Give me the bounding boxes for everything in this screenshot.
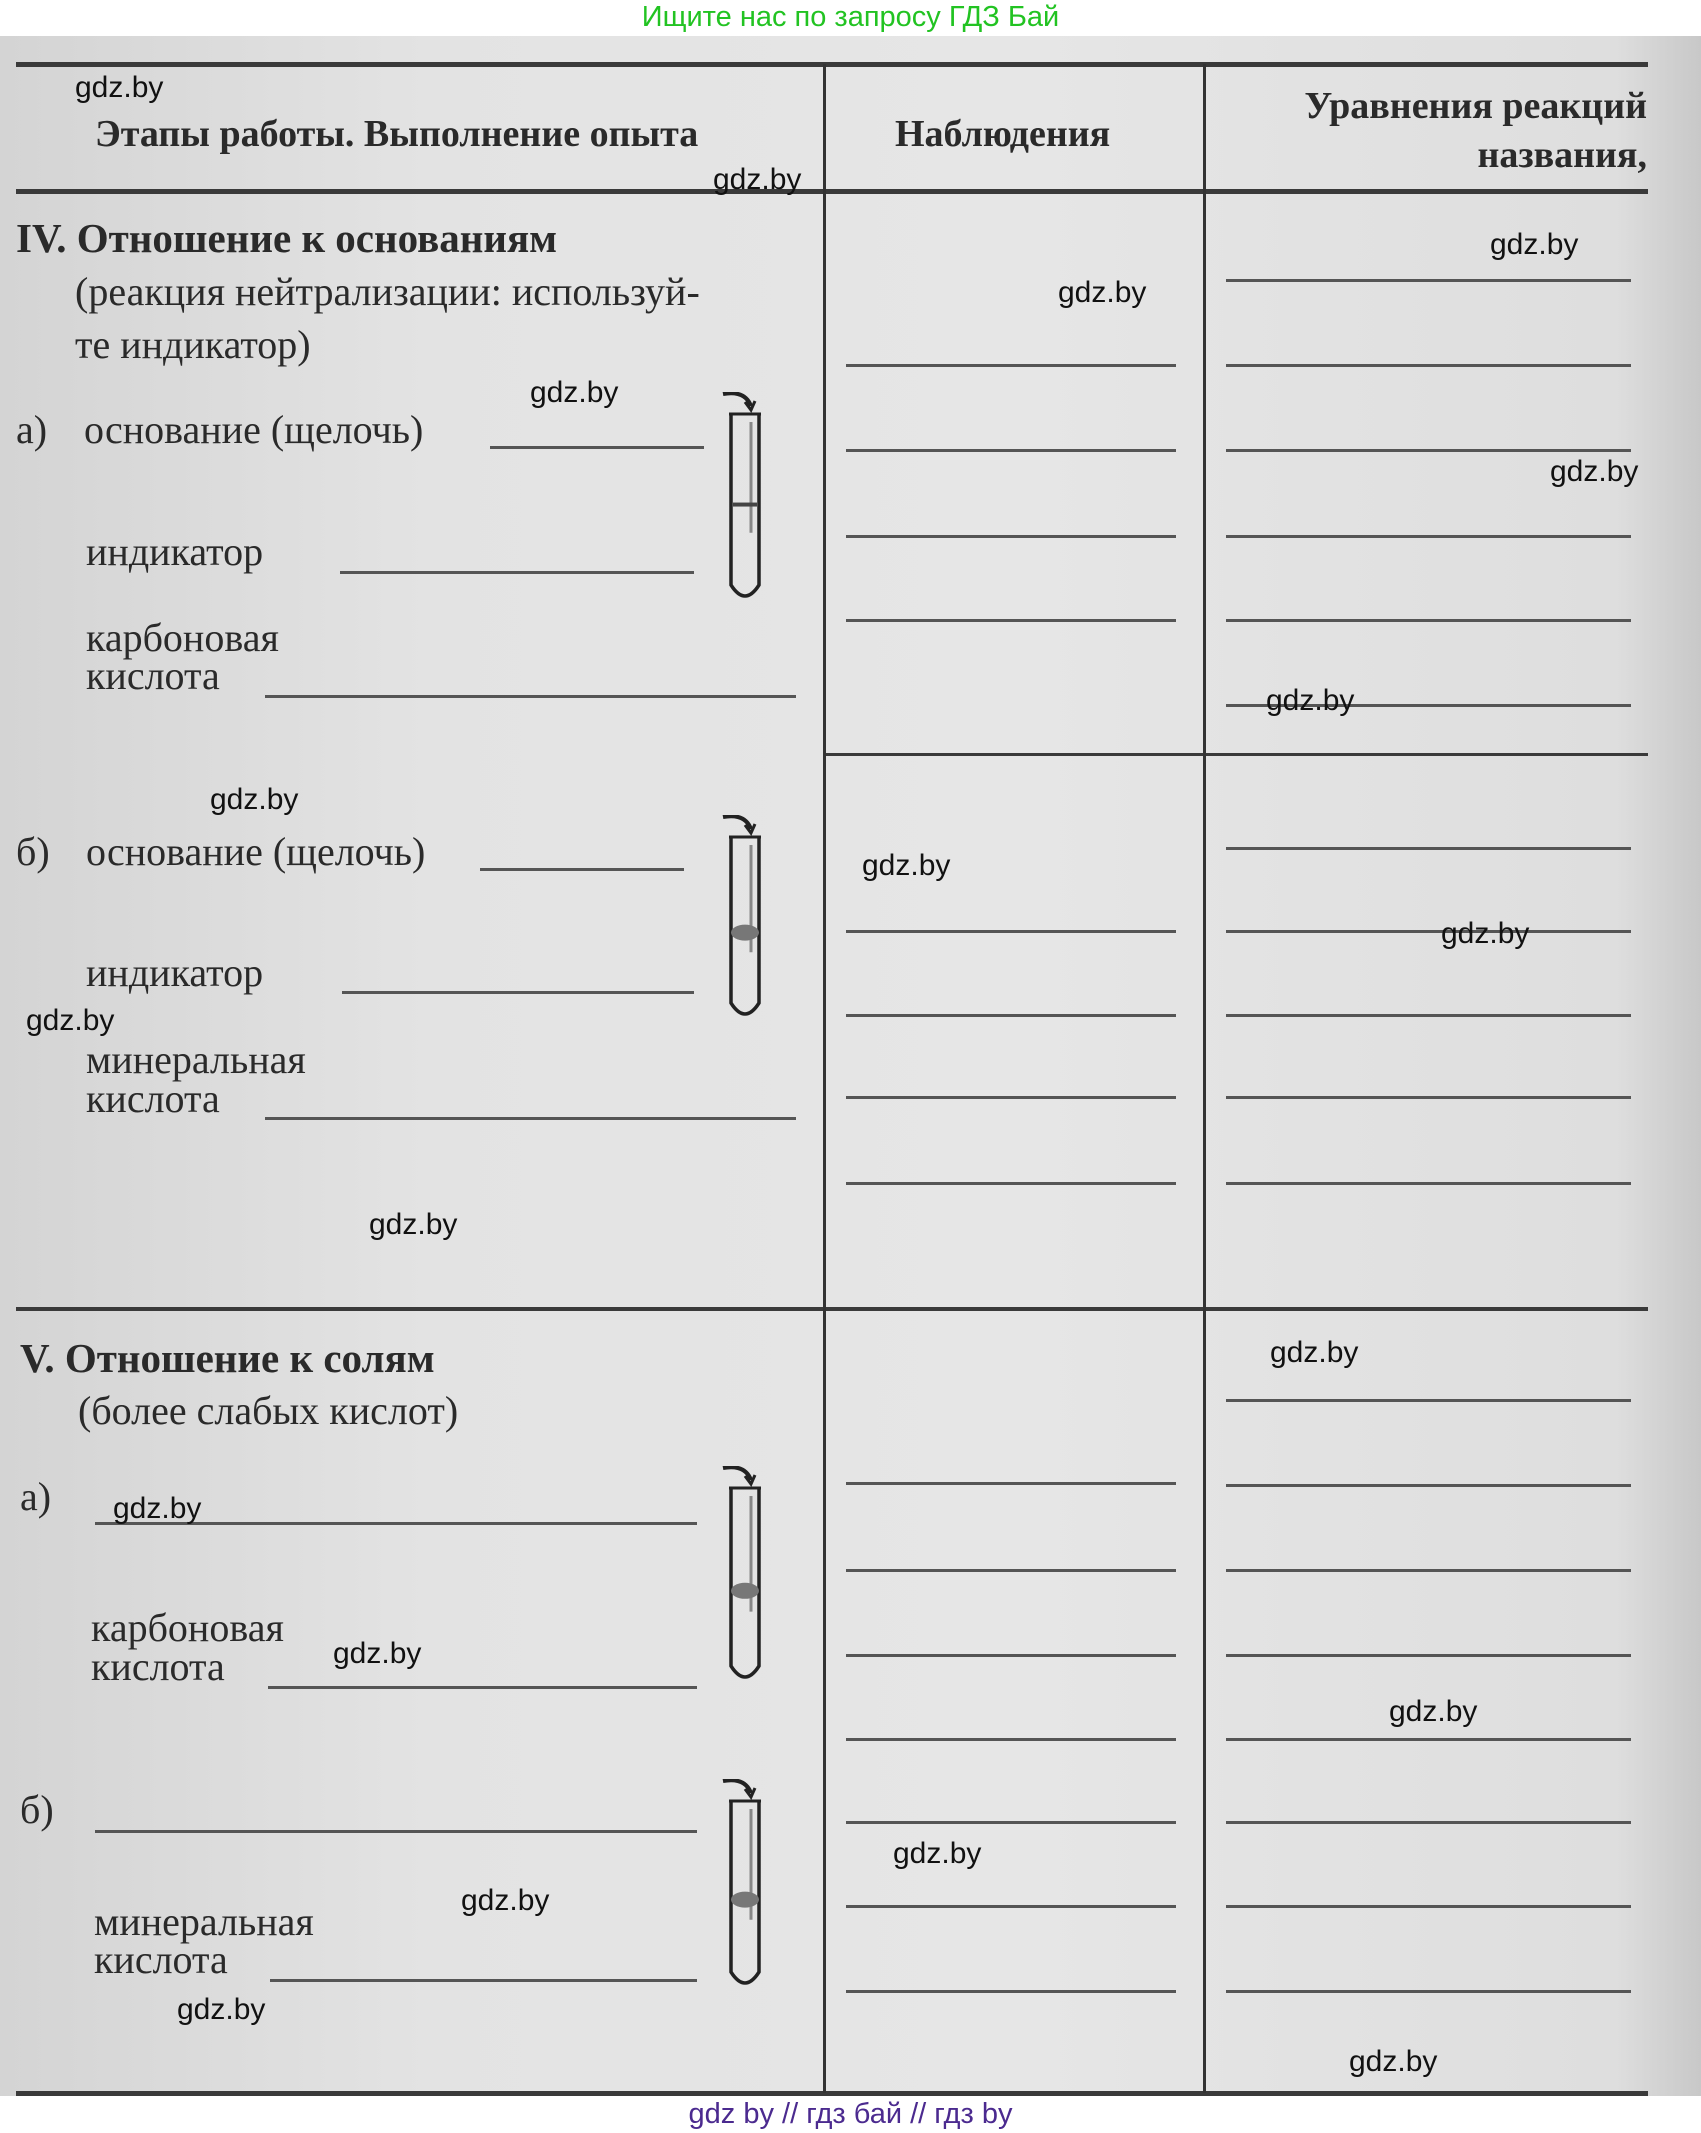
watermark-text: gdz.by <box>1266 684 1355 717</box>
observation-blank[interactable] <box>846 930 1176 933</box>
acid-label-2: кислота <box>86 1076 220 1121</box>
watermark-text: gdz.by <box>177 1993 266 2026</box>
observation-blank[interactable] <box>846 619 1176 622</box>
equation-blank[interactable] <box>1226 1821 1631 1824</box>
equation-blank[interactable] <box>1226 1399 1631 1402</box>
equation-blank[interactable] <box>1226 1990 1631 1993</box>
item-label-a: а) <box>16 407 48 452</box>
answer-blank[interactable] <box>265 695 796 698</box>
equation-blank[interactable] <box>1226 279 1631 282</box>
column-header-equations: Уравнения реакций <box>1304 85 1647 127</box>
observation-blank[interactable] <box>846 449 1176 452</box>
item-label-b: б) <box>20 1787 54 1832</box>
section-4-subtitle: (реакция нейтрализации: используй- <box>75 269 700 314</box>
equation-blank[interactable] <box>1226 1484 1631 1487</box>
column-header-observations: Наблюдения <box>895 113 1111 155</box>
test-tube-icon <box>715 1779 785 1990</box>
watermark-text: gdz.by <box>893 1837 982 1870</box>
observation-blank[interactable] <box>846 1990 1176 1993</box>
observation-blank[interactable] <box>846 1654 1176 1657</box>
table-header-rule <box>16 189 1648 194</box>
base-label: основание (щелочь) <box>84 407 424 452</box>
observation-blank[interactable] <box>846 1482 1176 1485</box>
equation-blank[interactable] <box>1226 1014 1631 1017</box>
table-top-rule <box>16 62 1648 67</box>
acid-label-2: кислота <box>91 1644 225 1689</box>
observation-blank[interactable] <box>846 1569 1176 1572</box>
equation-blank[interactable] <box>1226 847 1631 850</box>
acid-label: минеральная <box>94 1899 314 1944</box>
footer-links[interactable]: gdz by // гдз бай // гдз by <box>0 2096 1701 2133</box>
equation-blank[interactable] <box>1226 619 1631 622</box>
equation-blank[interactable] <box>1226 535 1631 538</box>
equation-blank[interactable] <box>1226 1182 1631 1185</box>
watermark-text: gdz.by <box>113 1492 202 1525</box>
observation-blank[interactable] <box>846 364 1176 367</box>
test-tube-icon <box>715 1466 785 1684</box>
watermark-text: gdz.by <box>1490 228 1579 261</box>
watermark-text: gdz.by <box>1389 1695 1478 1728</box>
equation-blank[interactable] <box>1226 449 1631 452</box>
section-4-subtitle-2: те индикатор) <box>75 322 311 367</box>
watermark-text: gdz.by <box>713 163 802 196</box>
observation-blank[interactable] <box>846 1182 1176 1185</box>
column-header-equations-2: названия, <box>1477 134 1647 176</box>
answer-blank[interactable] <box>480 868 684 871</box>
item-label-a: а) <box>20 1474 52 1519</box>
equation-blank[interactable] <box>1226 1738 1631 1741</box>
answer-blank[interactable] <box>342 991 694 994</box>
observation-blank[interactable] <box>846 1096 1176 1099</box>
search-banner[interactable]: Ищите нас по запросу ГДЗ Бай <box>641 1 1060 33</box>
watermark-text: gdz.by <box>1349 2045 1438 2078</box>
answer-blank[interactable] <box>268 1686 697 1689</box>
answer-blank[interactable] <box>490 446 704 449</box>
base-label: основание (щелочь) <box>86 829 426 874</box>
column-divider <box>1203 64 1206 2093</box>
column-header-steps: Этапы работы. Выполнение опыта <box>95 113 699 155</box>
watermark-text: gdz.by <box>1550 455 1639 488</box>
equation-blank[interactable] <box>1226 930 1631 933</box>
indicator-label: индикатор <box>86 950 264 995</box>
section-5-subtitle: (более слабых кислот) <box>78 1388 459 1433</box>
watermark-text: gdz.by <box>1058 276 1147 309</box>
equation-blank[interactable] <box>1226 1654 1631 1657</box>
answer-blank[interactable] <box>270 1979 697 1982</box>
equation-blank[interactable] <box>1226 1096 1631 1099</box>
watermark-text: gdz.by <box>1270 1336 1359 1369</box>
equation-blank[interactable] <box>1226 1569 1631 1572</box>
section-divider <box>16 1307 1648 1311</box>
acid-label-2: кислота <box>86 653 220 698</box>
test-tube-icon <box>715 392 785 603</box>
answer-blank[interactable] <box>340 571 694 574</box>
watermark-text: gdz.by <box>1441 917 1530 950</box>
section-divider <box>823 753 1648 756</box>
acid-label: карбоновая <box>91 1605 284 1650</box>
equation-blank[interactable] <box>1226 1905 1631 1908</box>
observation-blank[interactable] <box>846 535 1176 538</box>
test-tube-icon <box>715 815 785 1021</box>
acid-label-2: кислота <box>94 1937 228 1982</box>
watermark-text: gdz.by <box>369 1208 458 1241</box>
watermark-text: gdz.by <box>530 376 619 409</box>
watermark-text: gdz.by <box>461 1884 550 1917</box>
acid-label: минеральная <box>86 1037 306 1082</box>
observation-blank[interactable] <box>846 1738 1176 1741</box>
watermark-text: gdz.by <box>75 71 164 104</box>
observation-blank[interactable] <box>846 1821 1176 1824</box>
section-4-title: IV. Отношение к основаниям <box>16 215 558 261</box>
answer-blank[interactable] <box>265 1117 796 1120</box>
equation-blank[interactable] <box>1226 364 1631 367</box>
observation-blank[interactable] <box>846 1905 1176 1908</box>
column-divider <box>823 64 826 2093</box>
indicator-label: индикатор <box>86 529 264 574</box>
watermark-text: gdz.by <box>862 849 951 882</box>
observation-blank[interactable] <box>846 1014 1176 1017</box>
section-5-title: V. Отношение к солям <box>20 1335 435 1381</box>
watermark-text: gdz.by <box>210 783 299 816</box>
answer-blank[interactable] <box>95 1830 697 1833</box>
acid-label: карбоновая <box>86 615 279 660</box>
watermark-text: gdz.by <box>26 1004 115 1037</box>
watermark-text: gdz.by <box>333 1637 422 1670</box>
item-label-b: б) <box>16 829 50 874</box>
